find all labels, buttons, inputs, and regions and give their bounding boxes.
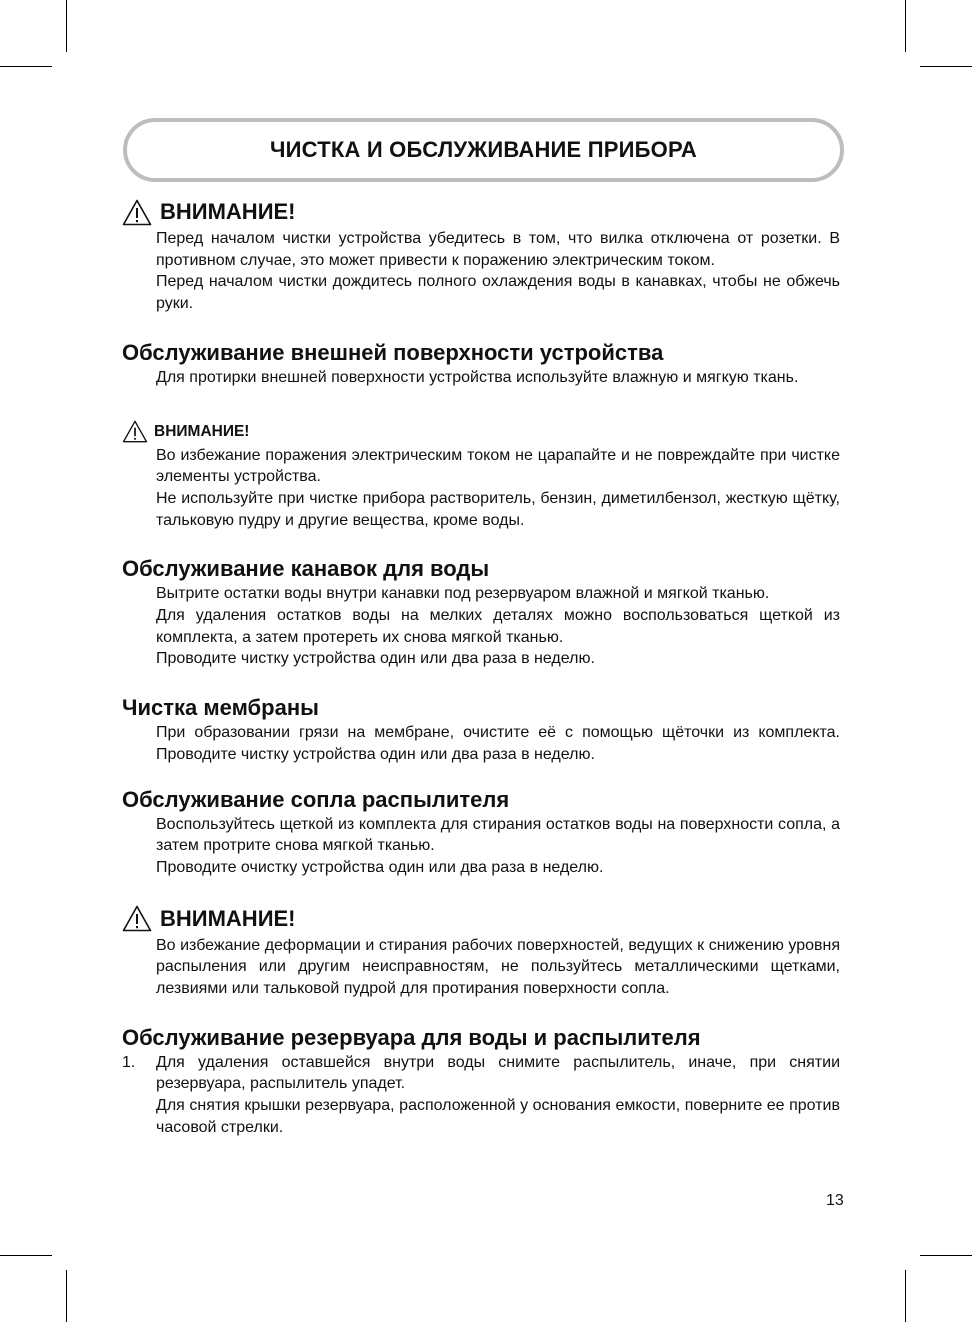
paragraph: Воспользуйтесь щеткой из комплекта для стирания остатков воды на поверхности сопла, а затем протрите снова мягкой тканью.	[156, 815, 840, 855]
section-heading-exterior: Обслуживание внешней поверхности устройства	[122, 339, 664, 365]
paragraph: Вытрите остатки воды внутри канавки под резервуаром влажной и мягкой тканью.	[156, 585, 770, 603]
section-heading-tank: Обслуживание резервуара для воды и распылителя	[122, 1024, 701, 1050]
paragraph: Для протирки внешней поверхности устройства используйте влажную и мягкую ткань.	[156, 368, 799, 386]
section-heading-membrane: Чистка мембраны	[122, 695, 319, 721]
crop-mark	[920, 66, 972, 67]
section-heading-grooves: Обслуживание канавок для воды	[122, 556, 490, 582]
paragraph: При образовании грязи на мембране, очистите её с помощью щёточки из комплекта. Проводите чистку устройства один или два раза в неделю.	[156, 724, 840, 763]
crop-mark	[920, 1255, 972, 1256]
warning-text: Во избежание поражения электрическим током не царапайте и не повреждайте при чистке элементы устройства.	[156, 446, 840, 486]
list-number: 1.	[122, 1053, 136, 1071]
paragraph: Для снятия крышки резервуара, расположенной у основания емкости, поверните ее против часовой стрелки.	[156, 1097, 840, 1136]
warning-heading: ВНИМАНИЕ!	[122, 419, 840, 445]
warning-triangle-icon	[122, 905, 152, 932]
document-body	[122, 196, 840, 1139]
crop-mark	[0, 1255, 52, 1256]
paragraph: Проводите чистку устройства один или два раза в неделю.	[156, 650, 595, 668]
crop-mark	[905, 0, 906, 52]
warning-text: Перед началом чистки устройства убедитесь в том, что вилка отключена от розетки. В противном случае, это может привести к поражению электрическим током.	[156, 230, 840, 269]
warning-triangle-icon	[122, 199, 152, 226]
page-title: ЧИСТКА И ОБСЛУЖИВАНИЕ ПРИБОРА	[269, 137, 697, 162]
warning-text: Во избежание деформации и стирания рабочих поверхностей, ведущих к снижению уровня распыления или другим неисправностям, не пользуйтесь металлическими щетками, лезвиями или тальковой пудрой для протирания поверхности сопла.	[156, 936, 840, 998]
warning-heading: ВНИМАНИЕ!	[122, 196, 840, 228]
paragraph: Для удаления остатков воды на мелких деталях можно воспользоваться щеткой из комплекта, а затем протереть их снова мягкой тканью.	[156, 607, 840, 646]
page-title-box	[123, 118, 844, 182]
crop-mark	[66, 0, 67, 52]
crop-mark	[0, 66, 52, 67]
page-number: 13	[826, 1192, 844, 1209]
warning-text: Не используйте при чистке прибора растворитель, бензин, диметилбензол, жесткую щётку, тальковую пудру и другие вещества, кроме воды.	[156, 489, 840, 529]
paragraph: Проводите очистку устройства один или два раза в неделю.	[156, 858, 604, 876]
section-heading-nozzle: Обслуживание сопла распылителя	[122, 786, 510, 812]
warning-heading: ВНИМАНИЕ!	[122, 903, 840, 935]
crop-mark	[66, 1270, 67, 1322]
warning-text: Перед началом чистки дождитесь полного охлаждения воды в канавках, чтобы не обжечь руки.	[156, 273, 840, 313]
list-item	[122, 1052, 840, 1095]
crop-mark	[905, 1270, 906, 1322]
warning-triangle-icon	[122, 420, 148, 443]
list-text: Для удаления оставшейся внутри воды снимите распылитель, иначе, при снятии резервуара, распылитель упадет.	[156, 1053, 840, 1093]
